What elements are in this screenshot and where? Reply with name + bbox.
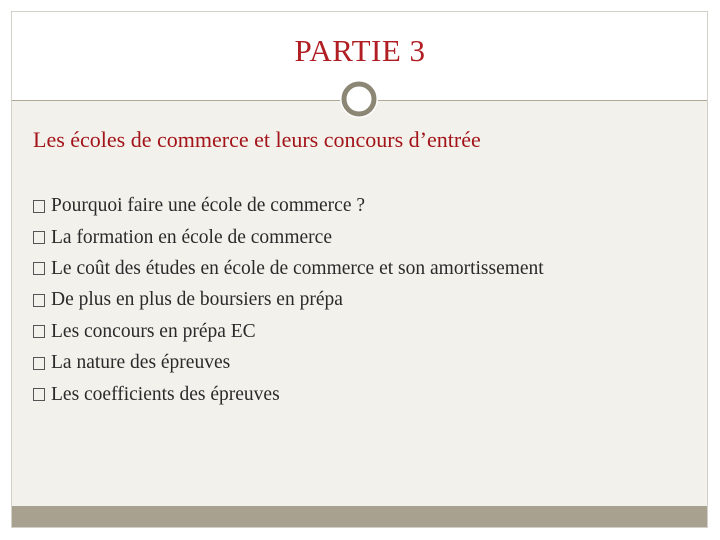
list-item-text: Pourquoi faire une école de commerce ? bbox=[51, 195, 366, 217]
checkbox-square-icon bbox=[33, 388, 45, 401]
checkbox-square-icon bbox=[33, 200, 45, 213]
list-item-text: Les concours en prépa EC bbox=[51, 320, 256, 342]
list-item bbox=[33, 378, 544, 409]
checkbox-square-icon bbox=[33, 231, 45, 244]
list-item-text: La nature des épreuves bbox=[51, 352, 231, 374]
list-item bbox=[33, 253, 544, 284]
list-item-text: Le coût des études en école de commerce et son amortissement bbox=[51, 257, 544, 279]
list-item bbox=[33, 221, 544, 252]
checkbox-square-icon bbox=[33, 262, 45, 275]
list-item bbox=[33, 347, 544, 378]
list-item bbox=[33, 284, 544, 315]
checkbox-square-icon bbox=[33, 325, 45, 338]
slide-title: PARTIE 3 bbox=[294, 33, 426, 68]
checkbox-square-icon bbox=[33, 294, 45, 307]
checkbox-square-icon bbox=[33, 357, 45, 370]
slide-subtitle: Les écoles de commerce et leurs concours d’entrée bbox=[33, 127, 481, 152]
bullet-list bbox=[33, 190, 544, 410]
list-item-text: La formation en école de commerce bbox=[51, 226, 332, 248]
list-item bbox=[33, 190, 544, 221]
list-item-text: De plus en plus de boursiers en prépa bbox=[51, 289, 343, 311]
footer-bar bbox=[12, 506, 707, 527]
list-item bbox=[33, 316, 544, 347]
circle-ring-icon bbox=[339, 79, 379, 119]
list-item-text: Les coefficients des épreuves bbox=[51, 383, 280, 405]
